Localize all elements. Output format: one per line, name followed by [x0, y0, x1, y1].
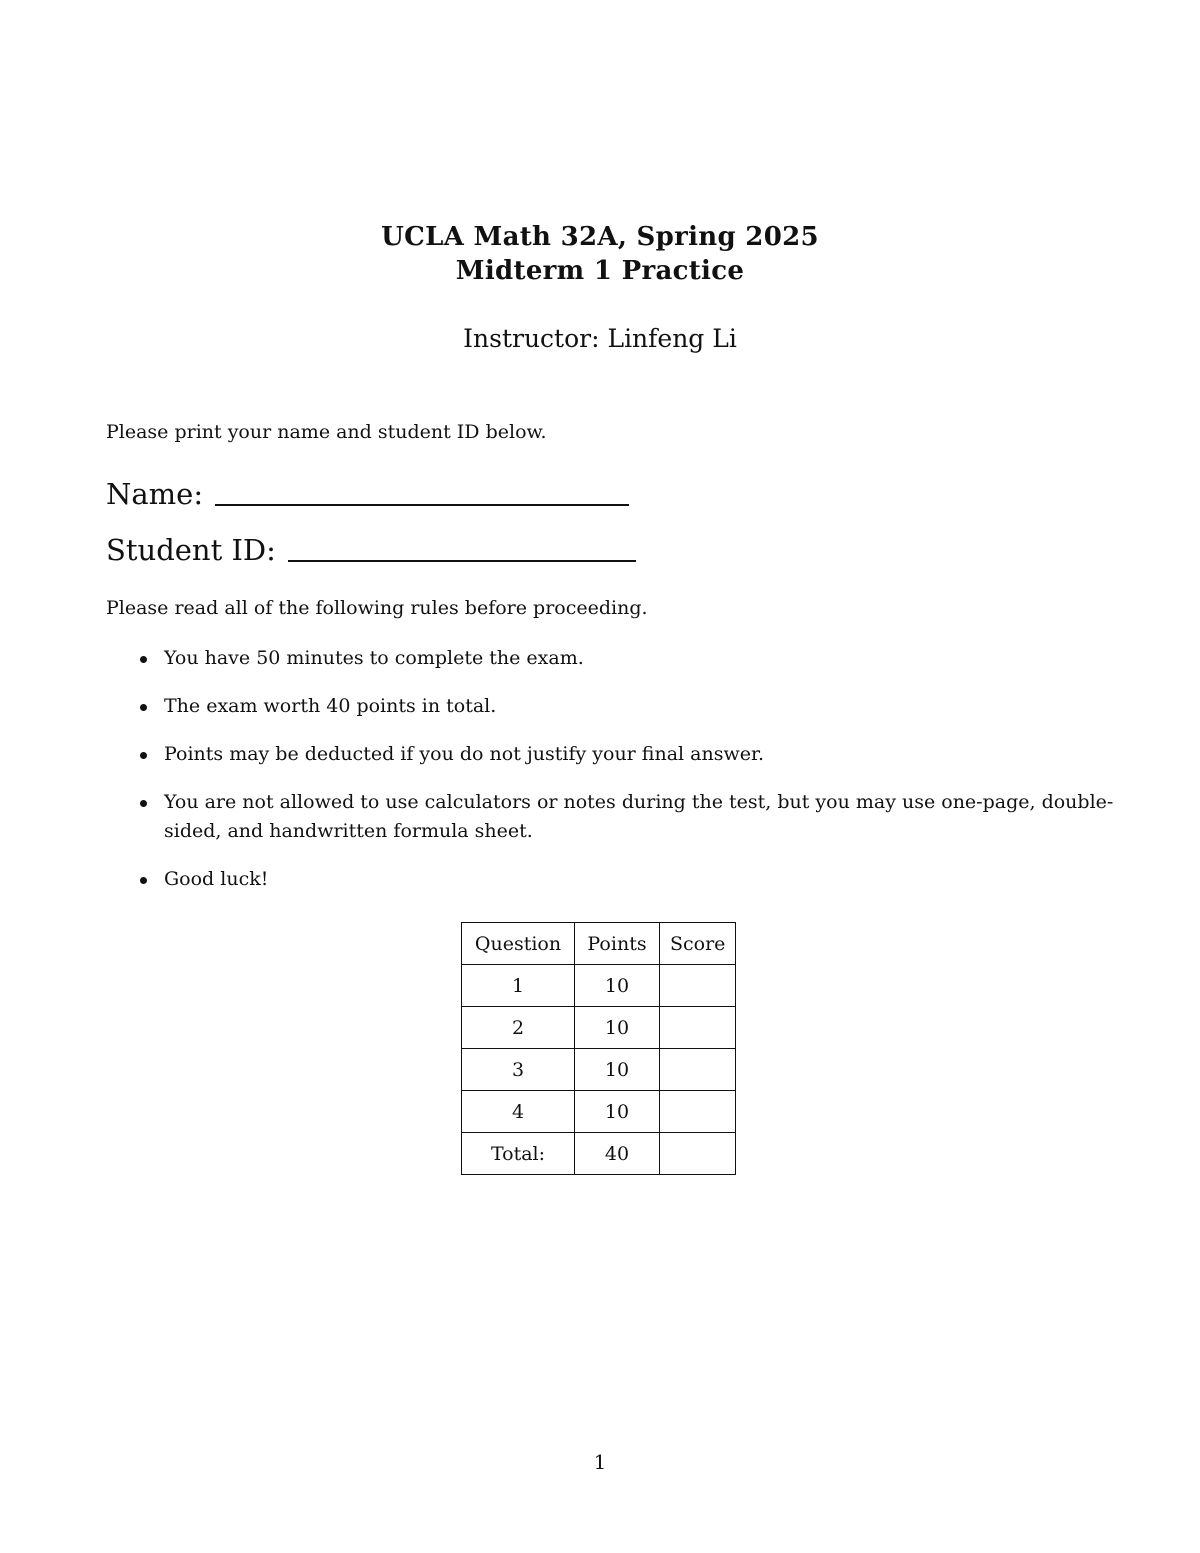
rule-text: Good luck! — [164, 868, 269, 890]
rule-text: The exam worth 40 points in total. — [164, 695, 497, 717]
rule-text: You have 50 minutes to complete the exam. — [164, 647, 584, 669]
score-table — [461, 922, 736, 1175]
table-row — [462, 1049, 736, 1091]
question-cell: 2 — [462, 1007, 575, 1049]
name-field — [106, 476, 629, 512]
student-id-field — [106, 532, 636, 568]
name-label: Name: — [106, 477, 204, 511]
bullet-icon — [140, 877, 147, 884]
bullet-icon — [140, 800, 147, 807]
rule-text: Points may be deducted if you do not justify your final answer. — [164, 743, 765, 765]
score-cell[interactable] — [660, 965, 736, 1007]
score-cell[interactable] — [660, 1007, 736, 1049]
total-score-cell[interactable] — [660, 1133, 736, 1175]
table-row — [462, 1091, 736, 1133]
rule-item — [136, 644, 1116, 673]
rule-item — [136, 692, 1116, 721]
header-cell-points: Points — [575, 923, 660, 965]
question-cell: 4 — [462, 1091, 575, 1133]
total-label-cell: Total: — [462, 1133, 575, 1175]
bullet-icon — [140, 752, 147, 759]
table-total-row — [462, 1133, 736, 1175]
score-cell[interactable] — [660, 1091, 736, 1133]
table-row — [462, 1007, 736, 1049]
rule-item — [136, 740, 1116, 769]
header-cell-score: Score — [660, 923, 736, 965]
question-cell: 3 — [462, 1049, 575, 1091]
bullet-icon — [140, 656, 147, 663]
exam-title: Midterm 1 Practice — [455, 256, 745, 286]
rule-text: You are not allowed to use calculators or notes during the test, but you may use one-page, double-sided, and handwritten formula sheet. — [164, 791, 1114, 842]
rule-item — [136, 788, 1116, 846]
rule-item — [136, 865, 1116, 894]
name-blank-line[interactable] — [215, 504, 629, 506]
score-cell[interactable] — [660, 1049, 736, 1091]
instructor-line: Instructor: Linfeng Li — [463, 324, 737, 353]
course-title: UCLA Math 32A, Spring 2025 — [381, 222, 819, 252]
table-header-row — [462, 923, 736, 965]
rules-intro: Please read all of the following rules before proceeding. — [106, 597, 648, 619]
points-cell: 10 — [575, 965, 660, 1007]
question-cell: 1 — [462, 965, 575, 1007]
header-cell-question: Question — [462, 923, 575, 965]
student-id-blank-line[interactable] — [288, 560, 636, 562]
rules-list — [136, 644, 1116, 913]
student-id-label: Student ID: — [106, 533, 276, 567]
points-cell: 10 — [575, 1007, 660, 1049]
total-points-cell: 40 — [575, 1133, 660, 1175]
points-cell: 10 — [575, 1091, 660, 1133]
exam-header — [0, 220, 1200, 356]
table-row — [462, 965, 736, 1007]
print-instructions: Please print your name and student ID below. — [106, 421, 547, 443]
points-cell: 10 — [575, 1049, 660, 1091]
page-number: 1 — [593, 1450, 607, 1474]
bullet-icon — [140, 704, 147, 711]
